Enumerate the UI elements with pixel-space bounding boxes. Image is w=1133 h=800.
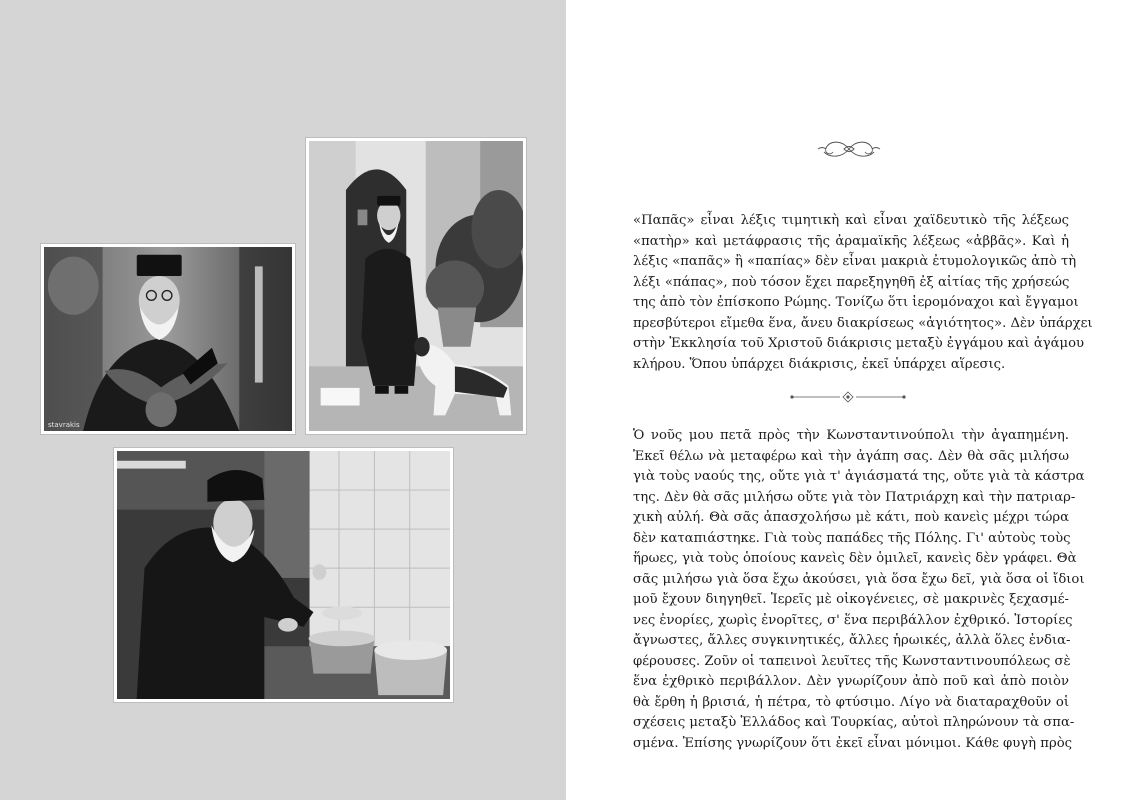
text-line: κλήρου. Ὅπου ὑπάρχει διάκρισις, ἐκεῖ ὑπάρχει αἵρεσις. (633, 356, 1006, 372)
photo-priest-lectern (41, 244, 295, 434)
paragraph-papas (633, 211, 1093, 375)
photo-priest-dog-image (309, 141, 523, 431)
text-line: της ἀπὸ τὸν ἐπίσκοπο Ρώμης. Τονίζω ὅτι ἱερομόναχοι καὶ ἔγγαμοι (633, 295, 1079, 310)
text-line: στὴν Ἐκκλησία τοῦ Χριστοῦ διάκρισις μεταξὺ ἐγγάμου καὶ ἀγάμου (633, 336, 1085, 351)
text-line: ἥρωες, γιὰ τοὺς ὁποίους κανεὶς δὲν ὁμιλεῖ, κανεὶς δὲν γράφει. Θὰ (633, 551, 1077, 566)
text-line: σᾶς μιλήσω γιὰ ὅσα ἔχω ἀκούσει, γιὰ ὅσα ἔχω δεῖ, γιὰ ὅσα οἱ ἴδιοι (633, 571, 1085, 587)
photo-priest-dog (306, 138, 526, 434)
divider-ornament-icon (790, 390, 906, 404)
photo-priest-kitchen-image (117, 451, 450, 699)
photo-priest-kitchen (114, 448, 453, 702)
paragraph-konstantinoupoli (633, 426, 1085, 754)
flourish-ornament-icon (816, 136, 882, 162)
text-line: σμένα. Ἐπίσης γνωρίζουν ὅτι ἐκεῖ εἶναι μόνιμοι. Κάθε φυγὴ πρὸς (633, 735, 1073, 751)
text-line: πρεσβύτεροι εἴμεθα ἕνα, ἄνευ διακρίσεως «ἁγιότητος». Δὲν ὑπάρχει (633, 315, 1093, 331)
text-line: χικὴ αὐλή. Θὰ σᾶς ἀπασχολήσω μὲ κάτι, ποὺ κανεὶς μέχρι τώρα (633, 510, 1069, 525)
left-page (0, 0, 566, 800)
text-line: λέξις «παπᾶς» ἢ «παπίας» δὲν εἶναι μακριὰ ἐτυμολογικῶς ἀπὸ τὴ (633, 254, 1077, 269)
text-line: ἄγνωστες, ἄλλες συγκινητικές, ἄλλες ἡρωικές, ἀλλὰ ὅλες ἐνδια- (633, 633, 1071, 648)
text-line: λέξι «πάπας», ποὺ τόσον ἔχει παρεξηγηθῆ ἐξ αἰτίας τῆς χρήσεώς (633, 274, 1070, 290)
text-line: δὲν καταπιάστηκε. Γιὰ τοὺς παπάδες τῆς Πόλης. Γι' αὐτοὺς τοὺς (633, 530, 1071, 546)
photo-priest-lectern-image (44, 247, 292, 431)
text-line: «πατὴρ» καὶ μετάφρασις τῆς ἀραμαϊκῆς λέξεως «ἀββᾶς». Καὶ ἡ (633, 233, 1069, 249)
text-line: φέρουσες. Ζοῦν οἱ ταπεινοὶ λευῖτες τῆς Κωνσταντινουπόλεως σὲ (633, 653, 1071, 669)
text-line: γιὰ τοὺς ναούς της, οὔτε γιὰ τ' ἁγιάσματά της, οὔτε γιὰ τὰ κάστρα (633, 469, 1085, 484)
text-line: «Παπᾶς» εἶναι λέξις τιμητικὴ καὶ εἶναι χαϊδευτικὸ τῆς λέξεως (633, 213, 1069, 228)
text-line: Ὁ νοῦς μου πετᾶ πρὸς τὴν Κωνσταντινούπολι τὴν ἀγαπημένη. (633, 428, 1069, 443)
text-line: της. Δὲν θὰ σᾶς μιλήσω οὔτε γιὰ τὸν Πατριάρχη καὶ τὴν πατριαρ- (633, 489, 1076, 505)
text-line: σχέσεις μεταξὺ Ἑλλάδος καὶ Τουρκίας, αὐτοὶ πληρώνουν τὰ σπα- (633, 715, 1075, 730)
text-line: μοῦ ἔχουν διηγηθεῖ. Ἱερεῖς μὲ οἰκογένειες, σὲ μακρινὲς ξεχασμέ- (633, 592, 1069, 607)
text-line: ἕνα ἐχθρικὸ περιβάλλον. Δὲν γνωρίζουν ἀπὸ ποῦ καὶ ἀπὸ ποιὸν (633, 674, 1069, 689)
text-line: Ἐκεῖ θέλω νὰ μεταφέρω καὶ τὴν ἀγάπη σας. Δὲν θὰ σᾶς μιλήσω (633, 448, 1069, 464)
text-line: νες ἐνορίες, χωρὶς ἐνορῖτες, σ' ἕνα περιβάλλον ἐχθρικό. Ἱστορίες (633, 612, 1073, 628)
text-line: θὰ ἔρθη ἡ βρισιά, ἡ πέτρα, τὸ φτύσιμο. Λίγο νὰ διαταραχθοῦν οἱ (633, 694, 1069, 710)
photo-credit: stavrakis (48, 421, 80, 429)
